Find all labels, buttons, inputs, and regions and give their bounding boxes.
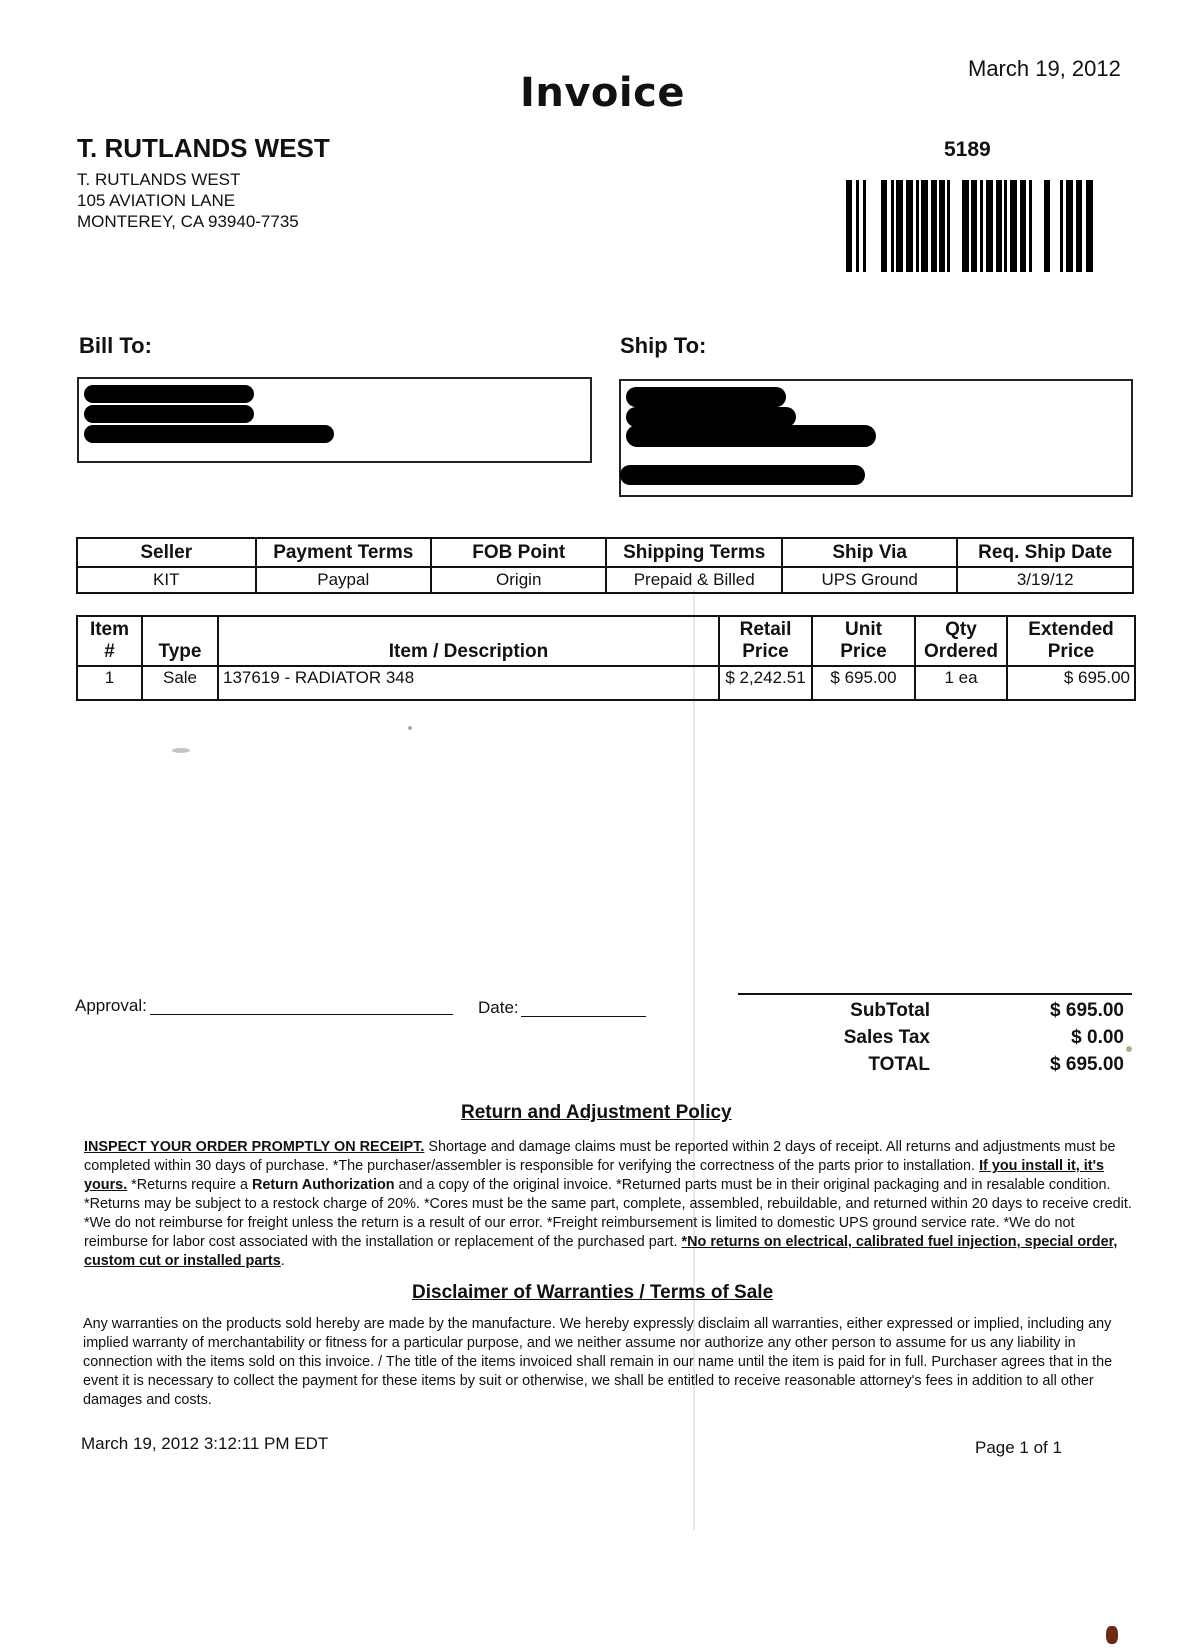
item-number-cell: 1: [77, 666, 142, 700]
redaction-mark: [626, 425, 876, 447]
company-address-line: MONTEREY, CA 93940-7735: [77, 212, 299, 231]
disclaimer-heading: Disclaimer of Warranties / Terms of Sale: [412, 1282, 774, 1303]
approval-label: Approval:: [75, 996, 147, 1015]
redaction-mark: [84, 425, 334, 443]
ship-to-address-box: [619, 379, 1133, 497]
item-number-header: [77, 616, 142, 666]
line-items-table: [76, 615, 1136, 701]
header-text: Retail: [739, 619, 792, 640]
terms-value-cell: Prepaid & Billed: [606, 567, 781, 593]
invoice-date: March 19, 2012: [968, 56, 1121, 81]
return-authorization-text: Return Authorization: [251, 1177, 395, 1193]
company-name: T. RUTLANDS WEST: [77, 133, 330, 163]
page-number: Page 1 of 1: [975, 1438, 1062, 1457]
terms-header-cell: Payment Terms: [256, 538, 431, 567]
terms-header-cell: Shipping Terms: [606, 538, 781, 567]
policy-text: and a copy of the original invoice. *Returned parts must be in their original packaging and in resalable condition. *Returns may be subject to a restock charge of 20%. *Cores must be the same part, complete, assembled, rebuildable, and returned within 20 days to receive credit. *We do not reimburse for freight unless the return is a result of our error. *Freight reimbursement is limited to domestic UPS ground service rate. *We do not reimburse for labor cost associated with the installation or replacement of the purchased part.: [84, 1177, 1132, 1250]
redaction-mark: [620, 465, 865, 485]
items-header-row: [77, 616, 1135, 666]
terms-value-cell: Origin: [431, 567, 606, 593]
date-label: Date:: [478, 998, 519, 1017]
terms-header-cell: Req. Ship Date: [957, 538, 1133, 567]
sales-tax-value: $ 0.00: [1071, 1027, 1124, 1048]
bill-to-label: Bill To:: [79, 333, 152, 358]
retail-price-cell: $ 2,242.51: [719, 666, 812, 700]
scan-speck: [1106, 1626, 1118, 1644]
total-label: TOTAL: [868, 1054, 930, 1075]
type-cell: Sale: [142, 666, 218, 700]
return-policy-heading: Return and Adjustment Policy: [461, 1102, 732, 1123]
table-row: [77, 666, 1135, 700]
terms-value-cell: KIT: [77, 567, 256, 593]
qty-ordered-header: [915, 616, 1007, 666]
header-text: Item: [89, 619, 130, 640]
terms-table: [76, 537, 1134, 594]
redaction-mark: [84, 405, 254, 423]
header-text: Price: [1047, 641, 1095, 662]
policy-text: *Returns require a: [127, 1177, 252, 1193]
approval-signature-line[interactable]: [150, 1014, 453, 1015]
no-returns-notice: *No returns on electrical, calibrated fuel injection, special order, custom cut or installed parts: [84, 1234, 1118, 1269]
header-text: #: [104, 641, 115, 662]
invoice-number: 5189: [944, 138, 991, 161]
redaction-mark: [84, 385, 254, 403]
unit-price-header: [812, 616, 915, 666]
barcode-image: [846, 180, 1096, 272]
print-timestamp: March 19, 2012 3:12:11 PM EDT: [81, 1434, 329, 1453]
header-text: Price: [742, 641, 789, 662]
extended-price-header: [1007, 616, 1135, 666]
extended-price-cell: $ 695.00: [1007, 666, 1135, 700]
scan-speck: [172, 748, 190, 753]
terms-header-cell: Ship Via: [782, 538, 957, 567]
description-header: Item / Description: [218, 616, 719, 666]
terms-value-cell: 3/19/12: [957, 567, 1133, 593]
scan-speck: [408, 726, 412, 730]
terms-value-cell: UPS Ground: [782, 567, 957, 593]
company-address-line: T. RUTLANDS WEST: [77, 170, 241, 189]
policy-text: Shortage and damage claims must be reported within 2 days of receipt. All returns and adjustments must be completed within 30 days of purchase. *The purchaser/assembler is responsible for verifying the correctness of the parts prior to installation.: [84, 1139, 1116, 1174]
totals-rule: [738, 993, 1132, 995]
company-address-line: 105 AVIATION LANE: [77, 191, 236, 210]
header-text: Qty: [945, 619, 977, 640]
type-header: Type: [142, 616, 218, 666]
redaction-mark: [626, 407, 796, 427]
qty-cell: 1 ea: [915, 666, 1007, 700]
header-text: Price: [840, 641, 887, 662]
header-text: Extended: [1028, 619, 1114, 640]
retail-price-header: [719, 616, 812, 666]
terms-header-cell: Seller: [77, 538, 256, 567]
terms-header-row: [77, 538, 1133, 567]
policy-text: .: [280, 1253, 285, 1269]
subtotal-label: SubTotal: [850, 1000, 930, 1021]
terms-value-row: [77, 567, 1133, 593]
ship-to-label: Ship To:: [620, 333, 707, 358]
redaction-mark: [626, 387, 786, 407]
scan-speck: [1126, 1046, 1132, 1052]
unit-price-cell: $ 695.00: [812, 666, 915, 700]
disclaimer-text: Any warranties on the products sold hereby are made by the manufacture. We hereby expressly disclaim all warranties, either expressed or implied, including any implied warranty of merchantability or fitness for a particular purpose, and we neither assume nor authorize any other person to assume for us any liability in connection with the items sold on this invoice. / The title of the items invoiced shall remain in our name until the item is paid for in full. Purchaser agrees that in the event it is necessary to collect the payment for these items by suit or otherwise, we shall be entitled to receive reasonable attorney's fees in addition to all other damages and costs.: [83, 1316, 1113, 1408]
header-text: Unit: [845, 619, 882, 640]
install-warning: If you install it, it's yours.: [84, 1158, 1105, 1193]
inspect-lead: INSPECT YOUR ORDER PROMPTLY ON RECEIPT.: [84, 1139, 425, 1155]
date-signature-line[interactable]: [521, 1016, 646, 1017]
invoice-title: Invoice: [520, 70, 685, 116]
bill-to-address-box: [77, 377, 592, 463]
terms-header-cell: FOB Point: [431, 538, 606, 567]
terms-value-cell: Paypal: [256, 567, 431, 593]
description-cell: 137619 - RADIATOR 348: [218, 666, 719, 700]
subtotal-value: $ 695.00: [1050, 1000, 1124, 1021]
sales-tax-label: Sales Tax: [843, 1027, 930, 1048]
return-policy-text: [84, 1138, 1134, 1271]
header-text: Ordered: [924, 641, 998, 662]
total-value: $ 695.00: [1050, 1054, 1124, 1075]
